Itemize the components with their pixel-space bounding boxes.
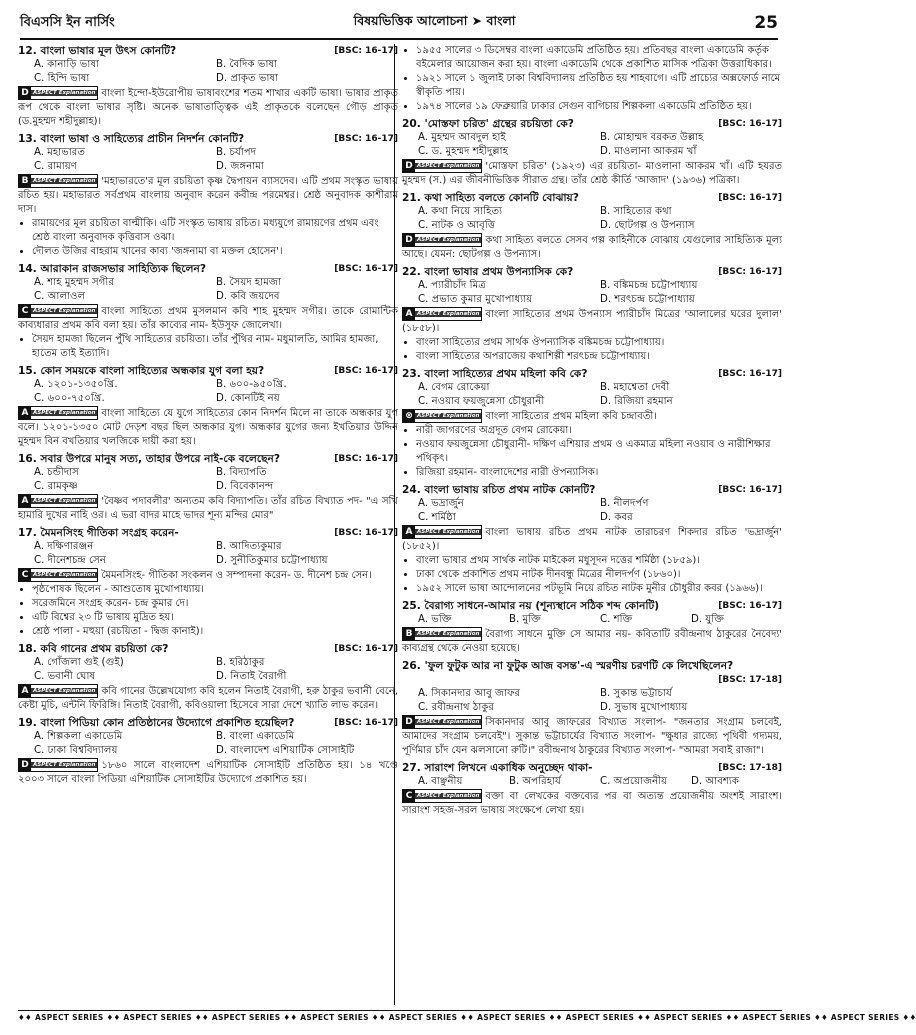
question-block [18,364,398,449]
question-stem: বাংলা ভাষার মূল উৎস কোনটি? [40,45,177,57]
answer-badge [18,174,98,188]
explanation-text: ১৮৬০ সালে বাংলাদেশ এশিয়াটিক সোসাইটি প্রতিষ্ঠিত হয়। ১৪ খণ্ডে ২০০৩ সালে বাংলা পিডিয়া এশিয়াটিক সোসাইটির উদ্যোগে প্রকাশিত হয়। [18,760,398,785]
question-block [18,262,398,361]
continued-points [402,44,782,114]
option-item: B. মোহাম্মদ বরকত উল্লাহ [600,132,704,143]
explanation-text: বাংলা সাহিত্যে প্রথম মুসলমান কবি শাহ মুহম্মদ সগীর। তাকে রোমান্টিক কাব্যধারার প্রথম কবি বলা হয়। তাঁর কাব্যের নাম- ইউসুফ জোলেখা। [18,306,398,331]
option-item: C. নওয়াব ফয়জুন্নেসা চৌধুরানী [418,396,545,407]
question-number: 27. [402,762,421,774]
option-item: B. নীলদর্পণ [600,498,649,509]
explanation [18,758,398,787]
answer-letter: C [19,305,31,317]
option-item: B. আদিত্যকুমার [216,541,282,552]
option-item: A. কানাড়ি ভাষা [34,59,99,70]
question-block [402,265,782,364]
explanation [402,159,782,188]
question-header [18,44,398,58]
explanation [18,304,398,333]
question-header [402,367,782,381]
option-item: A. বাঞ্ছনীয় [418,776,463,787]
question-header [18,262,398,276]
answer-letter: D [19,759,31,771]
explanation [18,406,398,449]
question-header [402,599,782,613]
bullet-point: • নারী জাগরণের অগ্রদূত বেগম রোকেয়া। [416,424,782,438]
option-item: C. অপ্রয়োজনীয় [600,776,668,787]
explanation-text: বাংলা ভাষায় রচিত প্রথম নাটক তারাচরণ শিকদার রচিত 'ভদ্রার্জুন' (১৮৫২)। [402,527,782,552]
explanation [402,715,782,758]
option-item: C. রবীন্দ্রনাথ ঠাকুর [418,702,495,713]
answer-letter: B [19,175,31,187]
question-text [402,191,712,205]
answer-badge [18,758,98,772]
exam-source-tag: [BSC: 16-17] [334,134,398,144]
question-stem: কোন সময়কে বাংলা সাহিত্যের অন্ধকার যুগ বলা হয়? [40,365,265,377]
question-number: 22. [402,266,421,278]
aspect-explanation-label: ASPECT Explanation [33,498,96,504]
question-number: 13. [18,133,37,145]
answer-badge [18,86,98,100]
explanation [402,307,782,336]
question-block [402,659,782,758]
explanation [18,684,398,713]
option-item: A. চন্ডীদাস [34,467,79,478]
question-text [18,44,328,58]
aspect-explanation-label: ASPECT Explanation [33,688,96,694]
explanation-points [18,583,398,639]
bullet-point: • সরেজমিনে সংগ্রহ করেন- চন্দ্র কুমার দে। [32,597,398,611]
answer-letter: D [403,160,415,172]
answer-letter: A [403,308,415,320]
answer-badge [402,307,482,321]
question-block [18,716,398,787]
bullet-point: • নওয়াব ফয়জুন্নেসা চৌধুরানী- দক্ষিণ এশিয়ার প্রথম ও একমাত্র মহিলা নওয়াব ও নারীশিক্ষার পথিকৃৎ। [416,438,782,466]
option-item: D. যুক্তি [691,614,725,625]
aspect-explanation-label: ASPECT Explanation [417,631,480,637]
options-list [18,656,398,684]
question-stem: 'ফুল ফুটুক আর না ফুটুক আজ বসন্ত'-এ স্মরণীয় চরণটি কে লিখেছিলেন? [424,660,734,672]
bullet-point: • ১৯৫২ সালে ভাষা আন্দোলনের পটভূমি নিয়ে রচিত নাটক মুনীর চৌধুরীর কবর (১৯৬৬)। [416,582,782,596]
exam-source-tag: [BSC: 16-17] [334,366,398,376]
exam-source-tag: [BSC: 16-17] [334,454,398,464]
option-item: C. হিন্দি ভাষা [34,73,90,84]
option-item: A. সিকানদার আবু জাফর [418,688,521,699]
answer-letter: D [19,87,31,99]
aspect-explanation-label: ASPECT Explanation [417,163,480,169]
explanation-text: 'মহাভারতে'র মূল রচয়িতা কৃষ্ণ দ্বৈপায়ন ব্যাসদেব। এটি প্রথম সংস্কৃত ভাষায় রচিত হয়। মহাভারত সর্বপ্রথম বাংলায় অনুবাদ করেন কবীন্দ্র পরমেশ্বর। শ্রেষ্ঠ অনুবাদক কাশীরাম দাস। [18,176,398,215]
options-list [402,131,782,159]
option-item: C. আলাওল [34,291,86,302]
question-stem: 'মোস্তফা চরিত' গ্রন্থের রচয়িতা কে? [424,118,574,130]
explanation-points [18,217,398,259]
page-number: 25 [754,13,778,33]
question-text [18,364,328,378]
option-item: B. সাহিত্যের কথা [600,206,672,217]
question-number: 25. [402,600,421,612]
aspect-explanation-label: ASPECT Explanation [33,572,96,578]
question-number: 12. [18,45,37,57]
option-item: D. কবর [600,512,633,523]
options-list [18,276,398,304]
question-block [402,117,782,188]
question-text [18,452,328,466]
aspect-explanation-label: ASPECT Explanation [33,410,96,416]
option-item: B. বঙ্কিমচন্দ্র চট্টোপাধ্যায় [600,280,698,291]
question-number: 26. [402,660,421,672]
exam-source-tag: [BSC: 16-17] [718,193,782,203]
options-list [402,613,782,627]
question-block [18,44,398,129]
question-text [18,716,328,730]
option-item: A. ১২০১-১৩৫০খ্রি. [34,379,118,390]
explanation-text: সিকানদার আবু জাফরের বিখ্যাত সংলাপ- "জনতার সংগ্রাম চলবেই, আমাদের সংগ্রাম চলবেই"। সুকান্ত ভট্টাচার্যের বিখ্যাত সংলাপ- "ক্ষুধার রাজ্যে পৃথিবী গদ্যময়, পূর্ণিমার চাঁদ যেন ঝলসানো রুটি।" রবীন্দ্রনাথ ঠাকুরের বিখ্যাত সংলাপ- "আমরা সবাই রাজা"। [402,717,782,756]
exam-source-tag: [BSC: 16-17] [334,264,398,274]
question-text [402,483,712,497]
option-item: C. রামকৃষ্ণ [34,481,78,492]
option-item: A. দক্ষিণারঞ্জন [34,541,94,552]
aspect-explanation-label: ASPECT Explanation [417,237,480,243]
bullet-point: • রিজিয়া রহমান- বাংলাদেশের নারী ঔপন্যাসিক। [416,466,782,480]
option-item: D. কোনটিই নয় [216,393,280,404]
bullet-point: • ঢাকা থেকে প্রকাশিত প্রথম নাটক দীনবন্ধু মিত্রের নীলদর্পণ (১৮৬০)। [416,568,782,582]
answer-letter: C [19,569,31,581]
question-block [402,191,782,262]
question-header [402,117,782,131]
question-stem: বাংলা সাহিত্যের প্রথম মহিলা কবি কে? [424,368,588,380]
option-item: A. গোঁজলা গুই (গুই) [34,657,124,668]
answer-badge [18,406,98,420]
explanation-text: বাংলা সাহিত্যের প্রথম উপন্যাস প্যারীচাঁদ মিত্রের 'আলালের ঘরের দুলাল' (১৮৫৮)। [402,309,782,334]
question-stem: বৈরাগ্য সাধনে-আমার নয় (শূন্যস্থানে সঠিক শব্দ কোনটি) [424,600,660,612]
option-item: B. বিদ্যাপতি [216,467,267,478]
options-list [18,378,398,406]
option-item: B. মহাশ্বেতা দেবী [600,382,670,393]
question-stem: মৈমনসিংহ গীতিকা সংগ্রহ করেন- [40,527,179,539]
bullet-point: • বাংলা ভাষার প্রথম সার্থক নাটক মাইকেল মধুসূদন দত্তের শর্মিষ্ঠা (১৮৫৯)। [416,554,782,568]
option-item: D. বাংলাদেশ এশিয়াটিক সোসাইটি [216,745,355,756]
bullet-point: • ১৯৫৫ সালের ৩ ডিসেম্বর বাংলা একাডেমি প্রতিষ্ঠিত হয়। প্রতিবছর বাংলা একাডেমি কর্তৃক বইমেলার আয়োজন করা হয়। বাংলা একাডেমি থেকে প্রকাশিত মাসিক পত্রিকা উত্তরাধিকার। [416,44,782,72]
question-text [18,526,328,540]
question-header [18,642,398,656]
option-item: C. রামায়ণ [34,161,77,172]
option-item: D. কবি জয়দেব [216,291,280,302]
question-number: 18. [18,643,37,655]
question-block [402,761,782,818]
answer-badge [402,409,482,423]
question-header [18,716,398,730]
options-list [402,687,782,715]
option-item: C. দীনেশচন্দ্র সেন [34,555,106,566]
option-item: C. ৬০০-৭৫০খ্রি. [34,393,105,404]
question-stem: বাংলা ভাষা ও সাহিত্যের প্রাচীন নিদর্শন কোনটি? [40,133,245,145]
answer-badge [402,789,482,803]
exam-source-tag: [BSC: 16-17] [334,644,398,654]
options-list [18,540,398,568]
options-list [18,466,398,494]
answer-badge [402,233,482,247]
question-header [18,526,398,540]
options-list [402,775,782,789]
question-text [18,642,328,656]
aspect-explanation-label: ASPECT Explanation [417,311,480,317]
answer-letter: A [19,495,31,507]
question-block [18,452,398,523]
options-list [402,497,782,525]
question-header [18,364,398,378]
aspect-explanation-label: ASPECT Explanation [417,413,480,419]
explanation-text: কথা সাহিত্য বলতে সেসব গল্প কাহিনীকে বোঝায় যেগুলোর সাহিত্যিক মূল্য আছে। যেমন: ছোটগল্প ও উপন্যাস। [402,235,782,260]
question-header [402,761,782,775]
option-item: D. ছোটগল্প ও উপন্যাস [600,220,695,231]
answer-letter: A [403,526,415,538]
question-header [402,191,782,205]
right-column [402,44,782,1005]
explanation-text: বৈরাগ্য সাধনে মুক্তি সে আমার নয়- কবিতাটি রবীন্দ্রনাথ ঠাকুরের নৈবেদ্য' কাব্যগ্রন্থ থেকে নেওয়া হয়েছে। [402,629,782,654]
question-header [18,132,398,146]
question-text [402,117,712,131]
answer-badge [402,159,482,173]
exam-source-tag: [BSC: 17-18] [718,763,782,773]
bullet-point: • দৌলত উজির বাহরাম খানের কাব্য 'জঙ্গনামা বা মক্তল হোসেন'। [32,245,398,259]
option-item: A. প্যারীচাঁদ মিত্র [418,280,486,291]
question-number: 19. [18,717,37,729]
aspect-explanation-label: ASPECT Explanation [33,762,96,768]
exam-source-tag: [BSC: 16-17] [334,46,398,56]
answer-letter: D [403,234,415,246]
option-item: D. রিজিয়া রহমান [600,396,673,407]
option-item: A. ভক্তি [418,614,452,625]
option-item: D. বিবেকানন্দ [216,481,274,492]
option-item: D. নিতাই বৈরাগী [216,671,287,682]
option-item: B. সৈয়দ হামজা [216,277,281,288]
option-item: C. শক্তি [600,614,633,625]
exam-source-tag: [BSC: 16-17] [718,119,782,129]
question-text [402,599,712,613]
aspect-explanation-label: ASPECT Explanation [417,719,480,725]
question-text [18,132,328,146]
explanation [402,233,782,262]
options-list [402,279,782,307]
options-list [18,730,398,758]
options-list [402,205,782,233]
option-item: D. মাওলানা আকরম খাঁ [600,146,697,157]
option-item: C. প্রভাত কুমার মুখোপাধ্যায় [418,294,533,305]
explanation-text: বক্তা বা লেখকের বক্তব্যের পর বা অত্যন্ত প্রয়োজনীয় অংশই সারাংশ। সারাংশ সহজ-সরল ভাষায় সংক্ষেপে লেখা হয়। [402,791,782,816]
option-item: A. মুহম্মদ আবদুল হাই [418,132,506,143]
question-text [18,262,328,276]
option-item: B. বৈদিক ভাষা [216,59,278,70]
aspect-explanation-label: ASPECT Explanation [417,529,480,535]
answer-letter: B [403,628,415,640]
question-header [402,659,782,673]
exam-source-tag: [BSC: 16-17] [718,267,782,277]
answer-letter: A [19,407,31,419]
bullet-point: • রামায়ণের মূল রচয়িতা বাল্মীকি। এটি সংস্কৃত ভাষায় রচিত। মধ্যযুগে রামায়ণের প্রথম এবং শ্রেষ্ঠ বাংলা অনুবাদক কৃত্তিবাস ওঝা। [32,217,398,245]
option-item: D. সুভাষ মুখোপাধ্যায় [600,702,688,713]
option-item: A. কথা নিয়ে সাহিত্য [418,206,503,217]
bullet-point: • এটি বিশ্বের ২৩ টি ভাষায় মুদ্রিত হয়। [32,611,398,625]
answer-badge [402,525,482,539]
explanation-text: বাংলা সাহিত্যের প্রথম মহিলা কবি চন্দ্রাবতী। [485,411,657,422]
option-item: D. সুনীতিকুমার চট্টোপাধ্যায় [216,555,328,566]
question-stem: বাংলা ভাষায় রচিত প্রথম নাটক কোনটি? [424,484,596,496]
question-text [402,761,712,775]
explanation [18,494,398,523]
footer-series-band: ♦♦ ASPECT SERIES ♦♦ ASPECT SERIES ♦♦ ASPECT SERIES ♦♦ ASPECT SERIES ♦♦ ASPECT SERIES ♦♦ ASPECT SERIES ♦♦ ASPECT SERIES ♦♦ ASPECT SERIES ♦♦ ASPECT SERIES ♦♦ ASPECT SERIES ♦♦ [18,1010,782,1027]
question-header [402,265,782,279]
explanation-text: বাংলা সাহিত্যে যে যুগে সাহিত্যের কোন নিদর্শন মিলে না তাকে অন্ধকার যুগ বলে। ১২০১-১৩৫০ মোট দেড়শ বছর ছিল অন্ধকার যুগ। অন্ধকার যুগের জন্য ইখতিয়ার উদ্দিন মুহম্মদ বিন বখতিয়ার খলজিকে দায়ী করা হয়। [18,408,398,447]
options-list [18,146,398,174]
answer-badge [18,304,98,318]
aspect-explanation-label: ASPECT Explanation [33,90,96,96]
question-number: 23. [402,368,421,380]
option-item: B. ৬০০-৯৫০খ্রি. [216,379,287,390]
question-header [402,483,782,497]
exam-source-tag: [BSC: 17-18] [718,675,782,685]
option-item: B. মুক্তি [509,614,541,625]
options-list [18,58,398,86]
answer-letter: C [403,790,415,802]
option-item: B. সুকান্ত ভট্টাচার্য [600,688,672,699]
header-left: বিএসসি ইন নার্সিং [20,14,115,30]
bullet-point: • বাংলা সাহিত্যের অপরাজেয় কথাশিল্পী শরৎচন্দ্র চট্টোপাধ্যায়। [416,350,782,364]
question-number: 24. [402,484,421,496]
option-item: D. আবশ্যক [691,776,739,787]
option-item: A. ভদ্রার্জুন [418,498,464,509]
question-block [402,599,782,656]
question-header [18,452,398,466]
explanation-text: বাংলা ইন্দো-ইউরোপীয় ভাষাবংশের শতম শাখার একটি ভাষা। ভাষার প্রাকৃত রূপ থেকে বাংলা ভাষার সৃষ্টি। অনেক ভাষাতাত্ত্বিক এই প্রাকৃতকে বলেছেন গৌড় প্রাকৃত (ড.মুহম্মদ শহীদুল্লাহ)। [18,88,398,127]
question-stem: কথা সাহিত্য বলতে কোনটি বোঝায়? [424,192,579,204]
option-item: A. শিল্পকলা একাডেমি [34,731,123,742]
option-item: A. শাহ মুহম্মদ সগীর [34,277,114,288]
header-center: বিষয়ভিত্তিক আলোচনা ➤ বাংলা [353,13,516,28]
option-item: C. নাটক ও আবৃত্তি [418,220,496,231]
answer-letter: A [19,685,31,697]
question-text [402,265,712,279]
bullet-point: • ১৯৭৪ সালের ১৯ ফেব্রুয়ারি ঢাকার সেগুন বাগিচায় শিল্পকলা একাডেমি প্রতিষ্ঠিত হয়। [416,100,782,114]
answer-letter: D [403,716,415,728]
option-item: B. হরিঠাকুর [216,657,265,668]
question-stem: সারাংশ লিখনে একাধিক অনুচ্ছেদ থাকা- [424,762,593,774]
option-item: A. মহাভারত [34,147,86,158]
option-item: D. জঙ্গনামা [216,161,264,172]
explanation-text: কবি গানের উল্লেখযোগ্য কবি হলেন নিতাই বৈরাগী, হরু ঠাকুর ভবানী বেনে, কেষ্টা মুচি, এন্টনি ফিরিঙ্গি। নিতাই বৈরাগী, কবিওয়ালা হিসেবে সারা দেশে খ্যাতি লাভ করেন। [18,686,398,711]
question-number: 15. [18,365,37,377]
exam-source-tag: [BSC: 16-17] [718,601,782,611]
option-item: D. প্রাকৃত ভাষা [216,73,279,84]
question-number: 21. [402,192,421,204]
explanation [402,525,782,554]
option-item: C. ড. মুহম্মদ শহীদুল্লাহ [418,146,508,157]
answer-badge [18,494,98,508]
exam-source-tag: [BSC: 16-17] [334,718,398,728]
option-item: C. শর্মিষ্ঠা [418,512,456,523]
answer-badge [402,627,482,641]
question-block [402,367,782,480]
explanation [18,174,398,217]
explanation [18,86,398,129]
explanation-points [402,336,782,364]
options-list [402,381,782,409]
question-stem: সবার উপরে মানুষ সত্য, তাহার উপরে নাই-কে বলেছেন? [40,453,281,465]
exam-source-tag: [BSC: 16-17] [718,369,782,379]
answer-badge [18,684,98,698]
option-item: A. বেগম রোকেয়া [418,382,490,393]
explanation [402,627,782,656]
explanation-text: মৈমনসিংহ- গীতিকা সংকলন ও সম্পাদনা করেন- ড. দীনেশ চন্দ্র সেন। [101,570,372,581]
question-number: 16. [18,453,37,465]
question-block [18,526,398,639]
question-block [18,132,398,259]
option-item: B. বাংলা একাডেমি [216,731,295,742]
explanation-points [402,424,782,480]
question-number: 14. [18,263,37,275]
aspect-explanation-label: ASPECT Explanation [33,178,96,184]
column-divider [394,44,395,1005]
explanation-text: 'বৈষ্ণব পদাবলীর' অন্যতম কবি বিদ্যাপতি। তাঁর রচিত বিখ্যাত পদ- "এ সখি হামারি দুখের নাহি ওর। এ ভরা বাদর মাহে ভাদর শূন্য মন্দির মোর" [18,496,398,521]
bullet-point: • বাংলা সাহিত্যের প্রথম সার্থক ঔপন্যাসিক বঙ্কিমচন্দ্র চট্টোপাধ্যায়। [416,336,782,350]
explanation-points [18,333,398,361]
question-text [402,659,782,673]
question-block [18,642,398,713]
question-text [402,367,712,381]
bullet-point: • সৈয়দ হামজা ছিলেন পুঁথি সাহিত্যের রচয়িতা। তাঁর পুঁথির নাম- মধুমালতি, আমির হামজা, হাতেম তাই ইত্যাদি। [32,333,398,361]
question-number: 17. [18,527,37,539]
question-stem: আরাকান রাজসভার সাহিত্যিক ছিলেন? [40,263,206,275]
option-item: D. শরৎচন্দ্র চট্টোপাধ্যায় [600,294,695,305]
left-column [18,44,398,1005]
explanation [18,568,398,583]
bullet-point: • পৃষ্ঠপোষক ছিলেন - আশুতোষ মুখোপাধ্যায়। [32,583,398,597]
bullet-point: • শ্রেষ্ঠ পালা - মহুয়া (রচয়িতা - দ্বিজ কানাই)। [32,625,398,639]
aspect-explanation-label: ASPECT Explanation [417,793,480,799]
exam-source-tag: [BSC: 16-17] [334,528,398,538]
option-item: C. ভবানী ঘোষ [34,671,96,682]
answer-badge [18,568,98,582]
question-stem: বাংলা ভাষার প্রথম উপন্যাসিক কে? [424,266,574,278]
explanation [402,409,782,424]
answer-letter: ⊗ [403,410,415,422]
explanation [402,789,782,818]
option-item: B. চর্যাপদ [216,147,257,158]
option-item: B. অপরিহার্য [509,776,561,787]
question-stem: কবি গানের প্রথম রচয়িতা কে? [40,643,169,655]
exam-source-tag: [BSC: 16-17] [718,485,782,495]
question-block [402,483,782,596]
aspect-explanation-label: ASPECT Explanation [33,308,96,314]
bullet-point: • ১৯২১ সালে ১ জুলাই ঢাকা বিশ্ববিদ্যালয় প্রতিষ্ঠিত হয় শাহবাগে। এটি প্রাচ্যের অক্সফোর্ড নামে স্বীকৃতি পায়। [416,72,782,100]
option-item: C. ঢাকা বিশ্ববিদ্যালয় [34,745,118,756]
explanation-points [402,554,782,596]
explanation-text: 'মোস্তফা চরিত' (১৯২৩) এর রচয়িতা- মাওলানা আকরম খাঁ। এটি হযরত মুহম্মদ (স.) এর জীবনীভিত্তিক সীরাত গ্রন্থ। তাঁর শ্রেষ্ঠ কীর্তি 'আজাদ' (১৯৩৬) পত্রিকা। [402,161,782,186]
question-number: 20. [402,118,421,130]
question-stem: বাংলা পিডিয়া কোন প্রতিষ্ঠানের উদ্যোগে প্রকাশিত হয়েছিল? [40,717,295,729]
page-header [20,8,778,40]
answer-badge [402,715,482,729]
